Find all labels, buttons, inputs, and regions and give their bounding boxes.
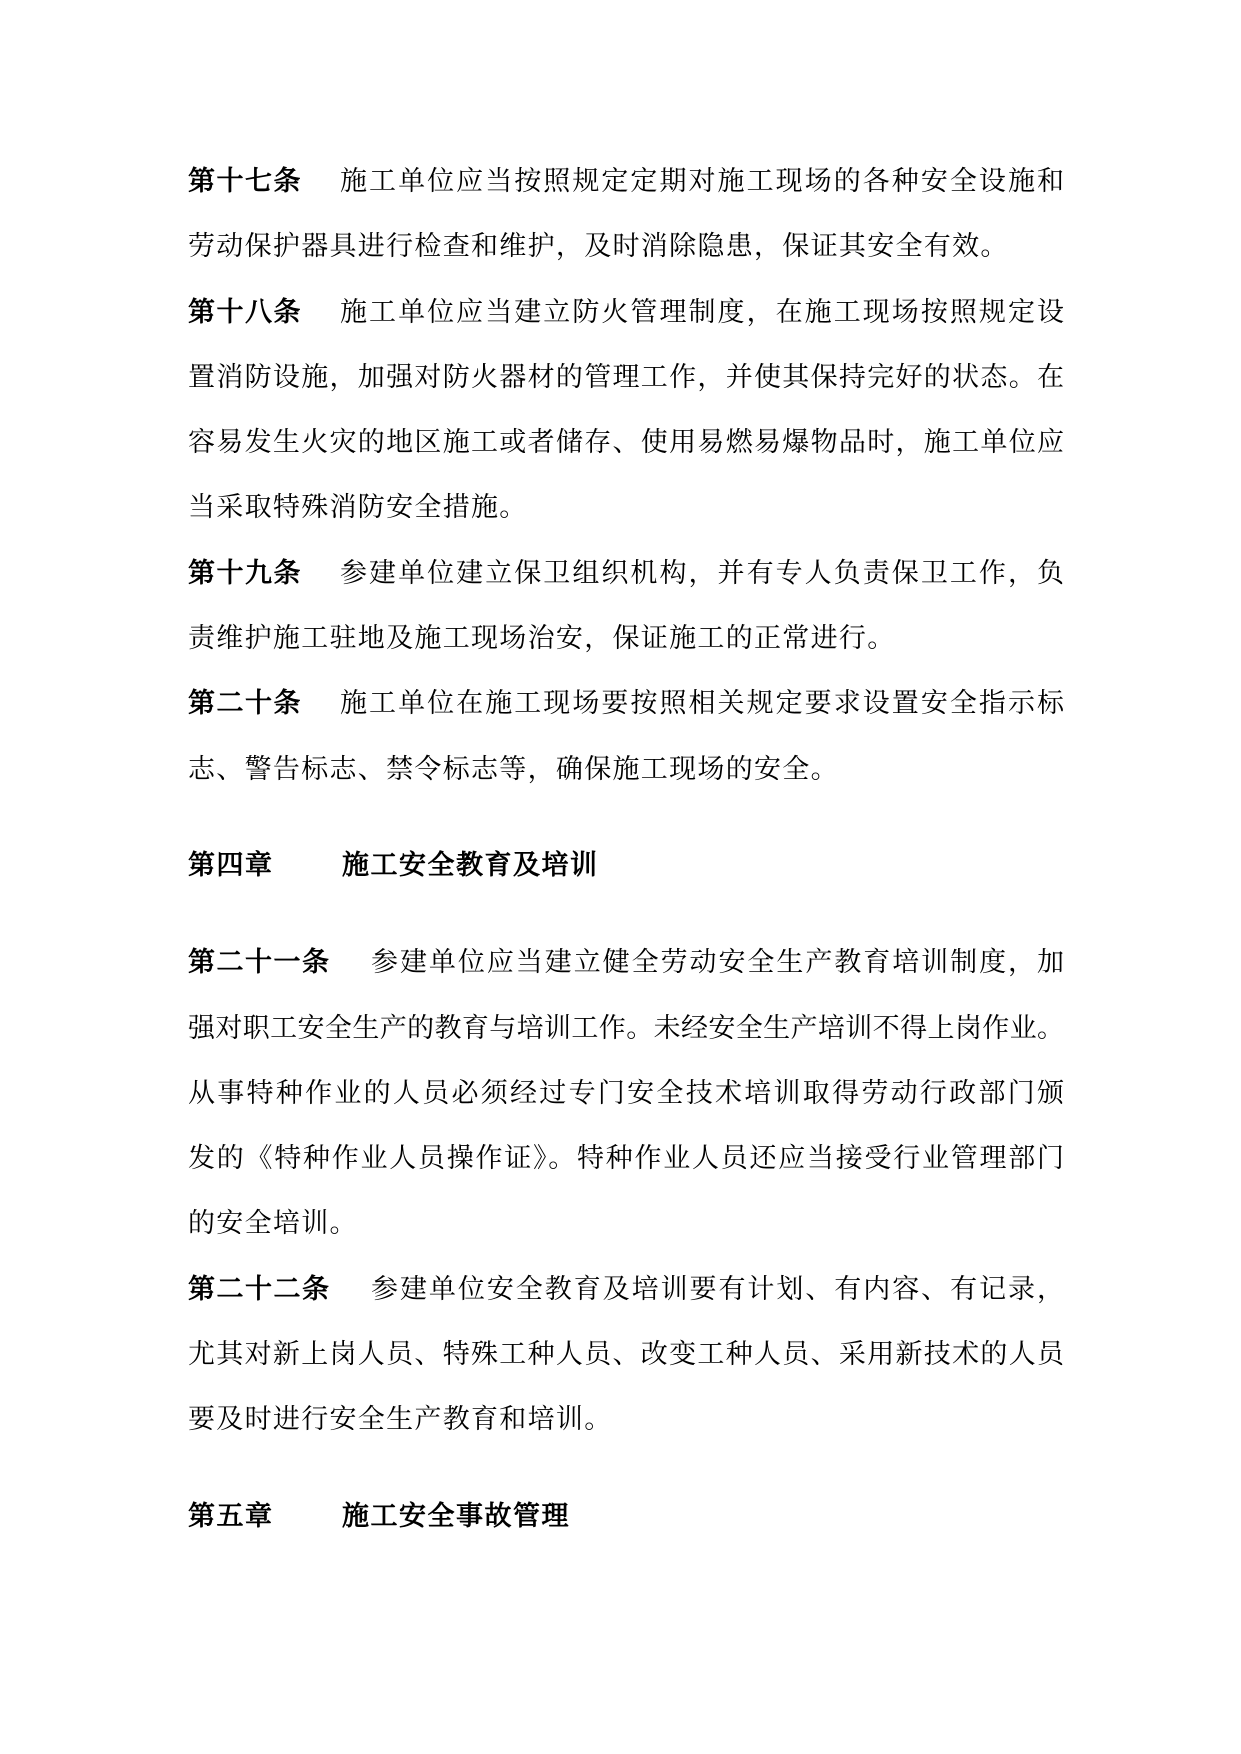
article-label: 第二十条 (188, 688, 302, 720)
article-head-line (188, 280, 1064, 345)
chapter-heading (188, 833, 1064, 898)
article-label: 第十八条 (188, 296, 302, 328)
article-head-line (188, 1257, 1064, 1322)
article-text-line: 发的《特种作业人员操作证》。特种作业人员还应当接受行业管理部门 (188, 1143, 1064, 1175)
article-head-line (188, 671, 1064, 736)
chapter-label: 第五章 (188, 1500, 274, 1532)
article-head-line (188, 541, 1064, 606)
article-20 (188, 671, 1064, 802)
article-text-line: 置消防设施，加强对防火器材的管理工作，并使其保持完好的状态。在 (188, 361, 1064, 393)
article-label: 第十七条 (188, 166, 302, 197)
article-head-line (188, 930, 1064, 995)
chapter-label: 第四章 (188, 849, 274, 881)
article-text-line: 当采取特殊消防安全措施。 (188, 492, 528, 524)
article-label: 第二十二条 (188, 1273, 331, 1305)
article-text-line: 参建单位安全教育及培训要有计划、有内容、有记录， (371, 1273, 1064, 1305)
article-text-line: 参建单位建立保卫组织机构，并有专人负责保卫工作，负 (340, 557, 1064, 589)
article-18 (188, 280, 1064, 541)
article-17 (188, 149, 1064, 280)
article-label: 第二十一条 (188, 947, 331, 979)
article-text-line: 尤其对新上岗人员、特殊工种人员、改变工种人员、采用新技术的人员 (188, 1339, 1064, 1371)
article-text-line: 参建单位应当建立健全劳动安全生产教育培训制度，加 (371, 947, 1064, 979)
chapter-title: 施工安全事故管理 (342, 1500, 570, 1532)
article-text-line: 的安全培训。 (188, 1208, 358, 1240)
article-label: 第十九条 (188, 557, 302, 589)
article-19 (188, 541, 1064, 672)
article-text-line: 容易发生火灾的地区施工或者储存、使用易燃易爆物品时，施工单位应 (188, 427, 1064, 459)
article-21 (188, 930, 1064, 1256)
article-22 (188, 1257, 1064, 1453)
document-page (188, 149, 1064, 1581)
article-head-line (188, 149, 1064, 214)
article-text-line: 责维护施工驻地及施工现场治安，保证施工的正常进行。 (188, 623, 896, 655)
article-text-line: 施工单位在施工现场要按照相关规定要求设置安全指示标 (340, 688, 1064, 720)
article-text-line: 志、警告标志、禁令标志等，确保施工现场的安全。 (188, 753, 839, 785)
chapter-heading (188, 1484, 1064, 1549)
article-text-line: 强对职工安全生产的教育与培训工作。未经安全生产培训不得上岗作业。 (188, 1012, 1064, 1044)
chapter-title: 施工安全教育及培训 (342, 849, 599, 881)
article-text-line: 从事特种作业的人员必须经过专门安全技术培训取得劳动行政部门颁 (188, 1077, 1064, 1109)
article-text-line: 施工单位应当按照规定定期对施工现场的各种安全设施和 (340, 166, 1064, 197)
article-text-line: 劳动保护器具进行检查和维护，及时消除隐患，保证其安全有效。 (188, 231, 1009, 263)
article-text-line: 要及时进行安全生产教育和培训。 (188, 1404, 613, 1436)
article-text-line: 施工单位应当建立防火管理制度，在施工现场按照规定设 (340, 296, 1064, 328)
